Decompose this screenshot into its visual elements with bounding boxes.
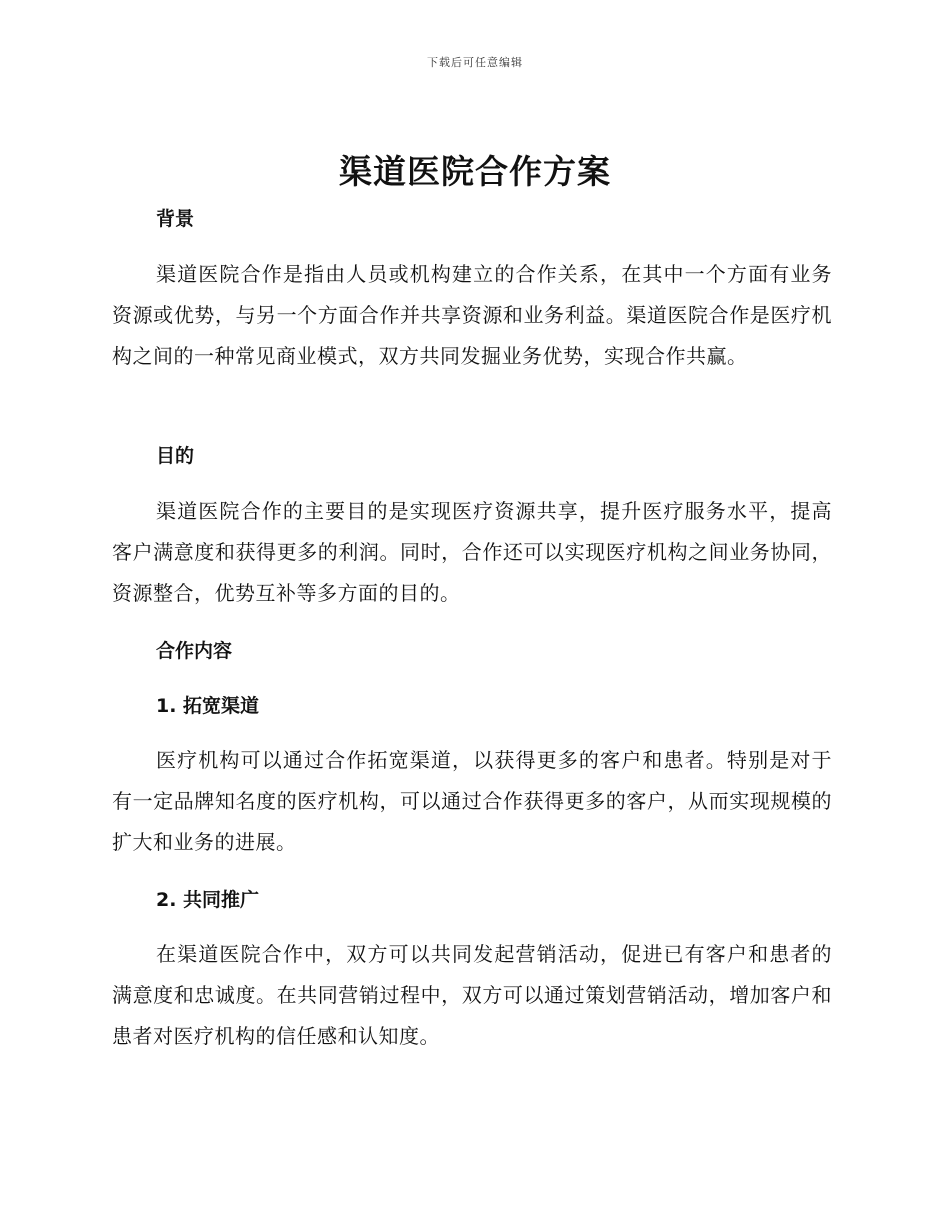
paragraph-joint-promotion: 在渠道医院合作中，双方可以共同发起营销活动，促进已有客户和患者的满意度和忠诚度。在共同营销过程中，双方可以通过策划营销活动，增加客户和患者对医疗机构的信任感和认知度。 <box>112 942 832 1048</box>
section-background-body <box>112 254 832 377</box>
subsection-joint-promotion <box>112 886 832 914</box>
subsection-joint-promotion-body <box>112 934 832 1057</box>
document-title: 渠道医院合作方案 <box>339 152 611 191</box>
section-heading-purpose: 目的 <box>156 445 195 467</box>
header-note: 下载后可任意编辑 <box>427 56 523 69</box>
section-background <box>112 205 832 233</box>
section-purpose <box>112 442 832 470</box>
subsection-heading-2: 2. 共同推广 <box>156 889 260 911</box>
subsection-expand-channels <box>112 692 832 720</box>
section-heading-background: 背景 <box>156 208 195 230</box>
subsection-heading-1: 1. 拓宽渠道 <box>156 695 260 717</box>
subsection-expand-channels-body <box>112 740 832 863</box>
section-purpose-body <box>112 491 832 614</box>
paragraph-purpose: 渠道医院合作的主要目的是实现医疗资源共享，提升医疗服务水平，提高客户满意度和获得更多的利润。同时，合作还可以实现医疗机构之间业务协同，资源整合，优势互补等多方面的目的。 <box>112 499 832 605</box>
section-heading-content: 合作内容 <box>156 640 233 662</box>
section-content <box>112 637 832 665</box>
paragraph-expand-channels: 医疗机构可以通过合作拓宽渠道，以获得更多的客户和患者。特别是对于有一定品牌知名度的医疗机构，可以通过合作获得更多的客户，从而实现规模的扩大和业务的进展。 <box>112 748 832 854</box>
paragraph-background: 渠道医院合作是指由人员或机构建立的合作关系，在其中一个方面有业务资源或优势，与另一个方面合作并共享资源和业务利益。渠道医院合作是医疗机构之间的一种常见商业模式，双方共同发掘业务优势，实现合作共赢。 <box>112 262 832 368</box>
